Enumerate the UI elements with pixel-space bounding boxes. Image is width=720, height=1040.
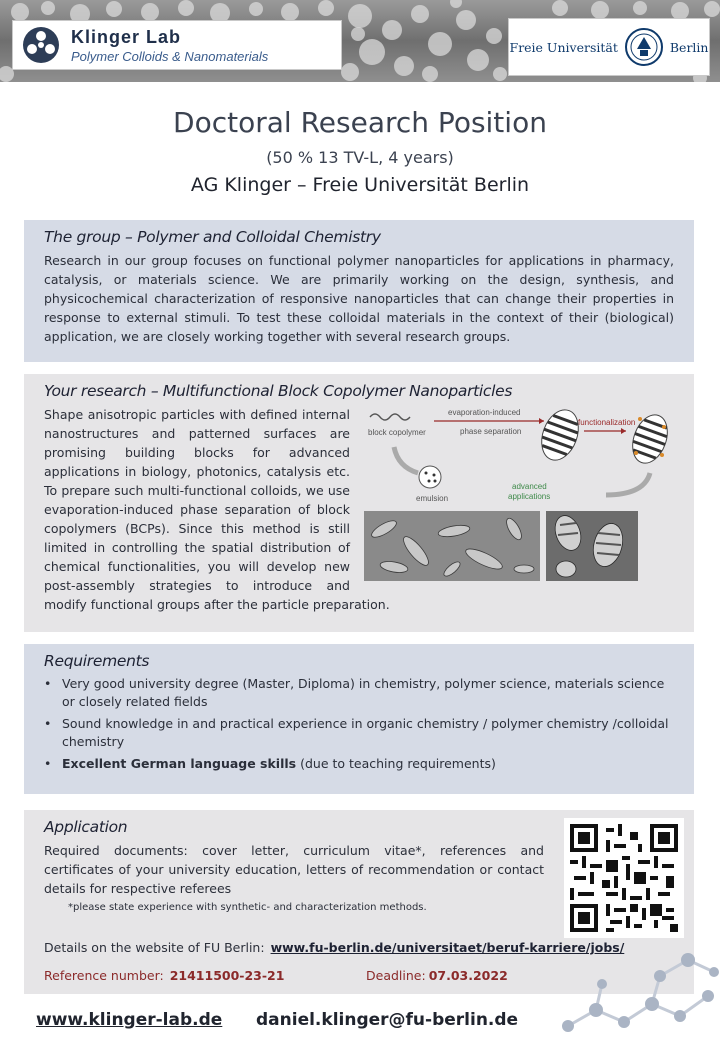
requirement-degree: • Very good university degree (Master, Diploma) in chemistry, polymer science, materials science or closely related fields: [44, 675, 674, 711]
details-label: Details on the website of FU Berlin:: [44, 940, 265, 955]
deadline-value: 07.03.2022: [428, 968, 508, 983]
molecule-decoration: [548, 930, 720, 1040]
requirement-language-note: (due to teaching requirements): [296, 756, 496, 771]
requirement-experience: • Sound knowledge in and practical experience in organic chemistry / polymer chemistry /colloidal chemistry: [44, 715, 674, 751]
scheme-label-applications: applications: [508, 492, 551, 501]
group-section-text: Research in our group focuses on functional polymer nanoparticles for applications in pharmacy, catalysis, or materials science. We are primarily working on the design, synthesis, and physicochemical characterization of responsive nanoparticles that can change their properties in response to external stimuli. To test these colloidal materials in the context of their (biological) application, we are closely working together with several research groups.: [44, 253, 674, 344]
lab-subtitle: Polymer Colloids & Nanomaterials: [71, 48, 269, 64]
scheme-label-evaporation-2: phase separation: [460, 427, 522, 436]
research-figure: [364, 407, 682, 585]
scheme-label-emulsion: emulsion: [416, 494, 449, 503]
sem-micrograph-ellipsoids: [364, 511, 540, 581]
details-line: [44, 940, 624, 955]
scheme-label-advanced: advanced: [512, 482, 547, 491]
position-terms: (50 % 13 TV-L, 4 years): [266, 148, 454, 167]
lab-emblem-icon: [21, 25, 61, 65]
reference-label: Reference number:: [44, 968, 164, 983]
university-name: Freie Universität: [509, 39, 618, 55]
reference-value: 21411500-23-21: [169, 968, 285, 983]
scheme-label-functionalization: functionalization: [578, 418, 636, 427]
scheme-label-evaporation-1: evaporation-induced: [448, 408, 521, 417]
research-section-text: Shape anisotropic particles with defined internal nanostructures and patterned surfaces are promising building blocks for advanced applications in biology, photonics, catalysis etc. To prepare such multi-functional colloids, we use evaporation-induced phase separation of block copolymers (BCPs). Since this method is still limited in controlling the spatial distribution of chemical functionalities, you will develop new post-assembly strategies to introduce and modify functional groups after the particle preparation.: [44, 407, 390, 612]
university-city: Berlin: [669, 39, 709, 55]
reference-number: [44, 968, 284, 983]
lab-name: Klinger Lab: [71, 26, 182, 47]
research-section-title: Your research – Multifunctional Block Copolymer Nanoparticles: [44, 382, 513, 400]
jobs-website-link[interactable]: www.fu-berlin.de/universitaet/beruf-karriere/jobs/: [270, 940, 625, 955]
application-documents-text: Required documents: cover letter, curriculum vitae*, references and certificates of your university education, letters of recommendation or contact details for respective referees: [44, 843, 544, 896]
sem-micrograph-striped: [546, 511, 638, 581]
application-note: *please state experience with synthetic- and characterization methods.: [68, 902, 427, 913]
requirement-language-bold: Excellent German language skills: [62, 756, 297, 771]
klinger-lab-logo: [12, 20, 342, 70]
deadline: [366, 968, 508, 983]
group-section-title: The group – Polymer and Colloidal Chemistry: [44, 228, 381, 246]
contact-email-link[interactable]: daniel.klinger@fu-berlin.de: [256, 1010, 519, 1030]
synthesis-scheme-diagram: [364, 407, 682, 507]
research-section: [24, 374, 694, 632]
scheme-label-block-copolymer: block copolymer: [368, 428, 426, 437]
group-affiliation: AG Klinger – Freie Universität Berlin: [190, 174, 530, 196]
header-banner: [0, 0, 720, 82]
fu-berlin-logo: [508, 18, 710, 76]
lab-website-link[interactable]: www.klinger-lab.de: [36, 1010, 223, 1030]
group-section: [24, 220, 694, 362]
requirements-list: [44, 675, 674, 773]
application-section-title: Application: [44, 818, 128, 836]
page-title: Doctoral Research Position: [173, 106, 547, 139]
qr-code[interactable]: [564, 818, 684, 938]
university-seal-icon: [624, 27, 664, 67]
requirements-section: [24, 644, 694, 794]
requirements-section-title: Requirements: [44, 652, 150, 670]
requirement-language: [44, 755, 674, 773]
deadline-label: Deadline:: [366, 968, 426, 983]
